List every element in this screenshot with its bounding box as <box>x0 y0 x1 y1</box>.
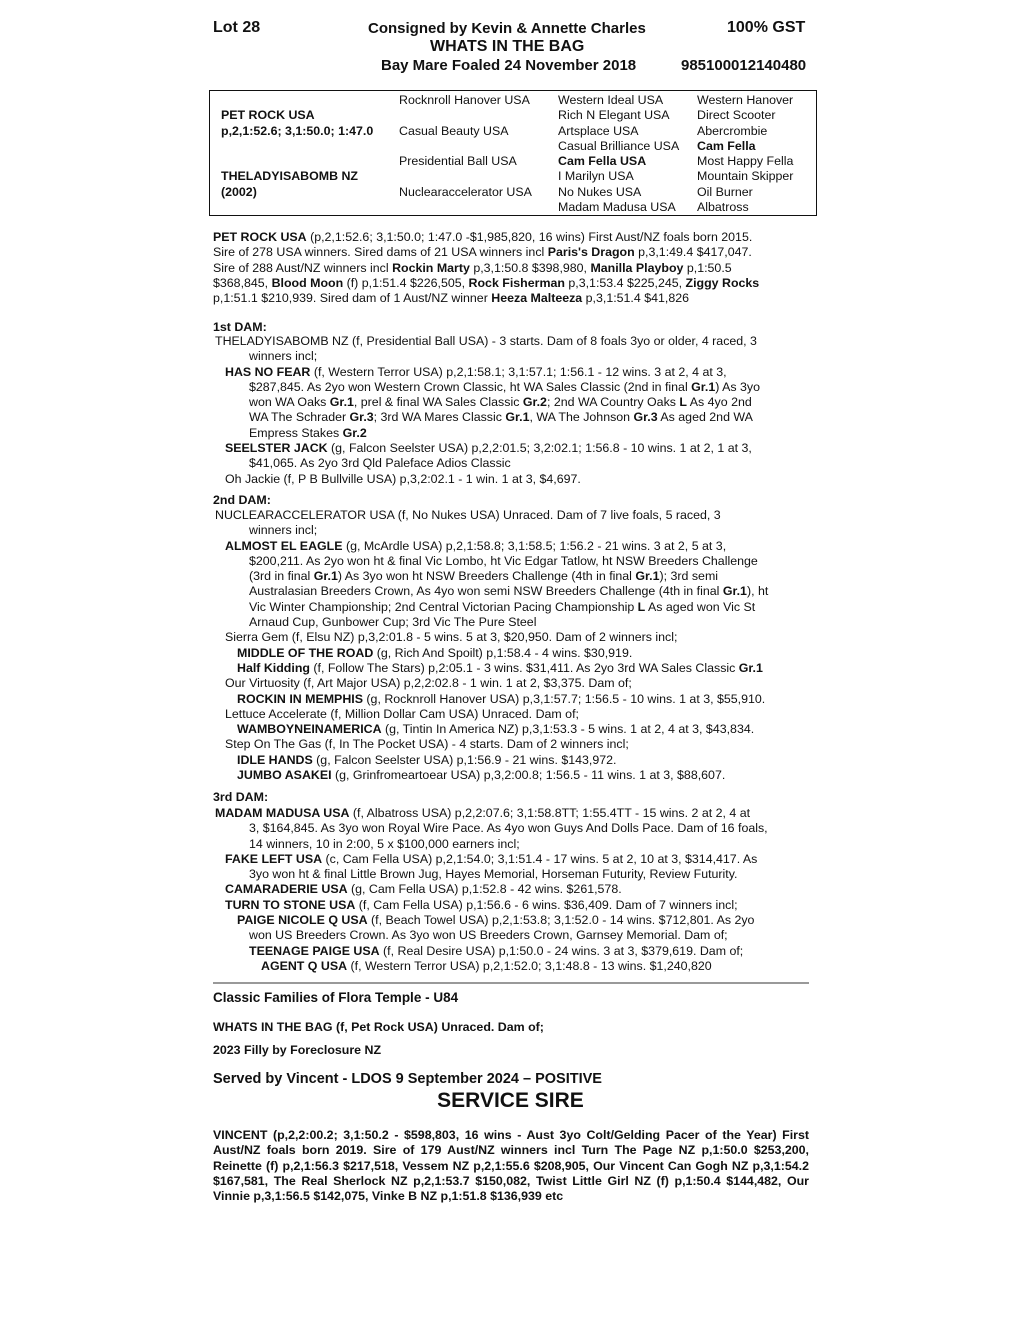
pedigree-entry-line <box>213 768 809 783</box>
text: $368,845, <box>213 275 272 290</box>
produce-record: 2023 Filly by Foreclosure NZ <box>213 1043 382 1057</box>
pedigree-entry-line <box>213 456 809 471</box>
pedigree-gen4: Western Hanover <box>697 93 794 107</box>
bold-text: Ziggy Rocks <box>685 275 760 290</box>
first-dam-section <box>213 334 809 487</box>
pedigree-entry-line <box>213 882 809 897</box>
sire-summary-line <box>213 230 809 245</box>
section-divider <box>213 982 809 984</box>
bold-text: Blood Moon <box>271 275 344 290</box>
pedigree-entry-line <box>213 852 809 867</box>
pedigree-entry-line <box>213 913 809 928</box>
text: NUCLEARACCELERATOR USA (f, No Nukes USA) Unraced. Dam of 7 live foals, 5 raced, 3 <box>215 508 721 522</box>
pedigree-sire-record: p,2,1:52.6; 3,1:50.0; 1:47.0 <box>221 124 374 138</box>
text: (g, McArdle USA) p,2,1:58.8; 3,1:58.5; 1:56.2 - 21 wins. 3 at 2, 5 at 3, <box>342 538 727 553</box>
pedigree-gen3: Rich N Elegant USA <box>558 108 670 122</box>
text: (g, Rich And Spoilt) p,1:58.4 - 4 wins. $30,919. <box>373 645 633 660</box>
pedigree-entry-line <box>213 928 809 943</box>
second-dam-section <box>213 508 809 783</box>
third-dam-heading: 3rd DAM: <box>213 790 269 804</box>
pedigree-entry-line <box>213 395 809 410</box>
text: p,1:51.1 $210,939. Sired dam of 1 Aust/NZ winner <box>213 291 492 306</box>
pedigree-gen3: I Marilyn USA <box>558 169 634 183</box>
text: (f, Cam Fella USA) p,1:56.6 - 6 wins. $36,409. Dam of 7 winners incl; <box>355 897 738 912</box>
text: ); 3rd semi <box>659 569 719 584</box>
text: (3rd in final <box>249 569 314 584</box>
text: (p,2,1:52.6; 3,1:50.0; 1:47.0 -$1,985,820, 16 wins) First Aust/NZ foals born 2015. <box>306 230 753 244</box>
text: Vic Winter Championship; 2nd Central Victorian Pacing Championship <box>249 599 638 614</box>
pedigree-gen2: Nuclearaccelerator USA <box>399 185 532 199</box>
bold-text: Gr.1 <box>691 379 716 394</box>
text: Lettuce Accelerate (f, Million Dollar Cam USA) Unraced. Dam of; <box>225 706 579 721</box>
bold-text: MIDDLE OF THE ROAD <box>237 645 374 660</box>
pedigree-entry-line <box>213 898 809 913</box>
text: Australasian Breeders Crown, As 4yo won semi NSW Breeders Challenge (4th in final <box>249 584 723 599</box>
pedigree-gen2: Casual Beauty USA <box>399 124 509 138</box>
text: ) As 3yo <box>715 379 761 394</box>
text: (f, Western Terror USA) p,2,1:58.1; 3,1:57.1; 1:56.1 - 12 wins. 3 at 2, 4 at 3, <box>310 364 727 379</box>
sire-summary-line <box>213 261 809 276</box>
text: ; 2nd WA Country Oaks <box>546 395 680 410</box>
text: $200,211. As 2yo won ht & final Vic Lombo, ht Vic Edgar Tatlow, ht NSW Breeders Challenge <box>249 553 758 568</box>
pedigree-entry-line <box>213 676 809 691</box>
bold-text: Gr.3 <box>633 410 658 425</box>
consignor: Consigned by Kevin & Annette Charles <box>368 20 646 37</box>
bold-text: Gr.1 <box>722 584 747 599</box>
second-dam-heading: 2nd DAM: <box>213 493 271 507</box>
bold-text: Gr.2 <box>342 425 367 440</box>
bold-text: HAS NO FEAR <box>225 364 311 379</box>
pedigree-entry-line <box>213 569 809 584</box>
text: 14 winners, 10 in 2:00, 5 x $100,000 earners incl; <box>249 836 520 851</box>
pedigree-gen3: Madam Madusa USA <box>558 200 676 214</box>
pedigree-entry-line <box>213 410 809 425</box>
text: (f, Western Terror USA) p,2,1:52.0; 3,1:48.8 - 13 wins. $1,240,820 <box>347 958 712 973</box>
text: $41,065. As 2yo 3rd Qld Paleface Adios Classic <box>249 456 511 471</box>
text: 3yo won ht & final Little Brown Jug, Hayes Memorial, Horseman Futurity, Review Futurity. <box>249 867 738 882</box>
service-sire-summary: VINCENT (p,2,2:00.2; 3,1:50.2 - $598,803, 16 wins - Aust 3yo Colt/Gelding Pacer of the Year) First Aust/NZ foals born 2019. Sire of 179 Aust/NZ winners incl Turn The Page NZ p,1:50.0 $253,200, Reinette (f) p,2,1:56.3 $217,518, Vessem NZ p,2,1:55.6 $208,905, Our Vincent Can Gogh NZ p,3,1:54.2 $167,581, The Real Sherlock NZ p,2,1:53.7 $150,082, Twist Little Girl NZ (f) p,1:50.4 $144,482, Our Vinnie p,3,1:56.5 $142,075, Vinke B NZ p,1:51.8 $136,939 etc <box>213 1128 809 1204</box>
pedigree-table <box>209 90 817 216</box>
text: 3, $164,845. As 3yo won Royal Wire Pace. As 4yo won Guys And Dolls Pace. Dam of 16 foals, <box>249 821 768 836</box>
bold-text: Gr.1 <box>738 660 763 675</box>
bold-text: ALMOST EL EAGLE <box>225 538 343 553</box>
pedigree-entry-line <box>213 959 809 974</box>
bold-text: Gr.1 <box>313 569 338 584</box>
bold-text: TEENAGE PAIGE USA <box>249 943 380 958</box>
pedigree-entry-line <box>213 837 809 852</box>
text: As aged won Vic St <box>645 599 756 614</box>
text: p,3,1:50.8 $398,980, <box>469 260 591 275</box>
text: $287,845. As 2yo won Western Crown Classic, ht WA Sales Classic (2nd in final <box>249 379 692 394</box>
pedigree-entry-line <box>213 692 809 707</box>
text: , WA The Johnson <box>529 410 634 425</box>
pedigree-entry-line <box>213 867 809 882</box>
pedigree-entry-line <box>213 539 809 554</box>
bold-text: Heeza Malteeza <box>491 291 583 306</box>
text: (f, Real Desire USA) p,1:50.0 - 24 wins. 3 at 3, $379,619. Dam of; <box>379 943 744 958</box>
pedigree-gen3: No Nukes USA <box>558 185 642 199</box>
pedigree-entry-line <box>213 380 809 395</box>
bold-text: Half Kidding <box>237 660 310 675</box>
pedigree-gen4: Most Happy Fella <box>697 154 794 168</box>
bold-text: JUMBO ASAKEI <box>237 768 332 783</box>
text: Step On The Gas (f, In The Pocket USA) - 4 starts. Dam of 2 winners incl; <box>225 737 629 752</box>
text: (g, Cam Fella USA) p,1:52.8 - 42 wins. $261,578. <box>347 882 622 897</box>
foaled-info: Bay Mare Foaled 24 November 2018 <box>381 57 637 74</box>
pedigree-entry-line <box>213 737 809 752</box>
pedigree-entry-line <box>213 722 809 737</box>
text: (g, Tintin In America NZ) p,3,1:53.3 - 5 wins. 1 at 2, 4 at 3, $43,834. <box>381 722 755 737</box>
text: p,1:50.5 <box>683 260 732 275</box>
bold-text: Paris's Dragon <box>547 245 635 260</box>
text: (f, Albatross USA) p,2,2:07.6; 3,1:58.8TT; 1:55.4TT - 15 wins. 2 at 2, 4 at <box>349 806 751 820</box>
pedigree-entry-line <box>213 365 809 380</box>
text: winners incl; <box>249 523 318 538</box>
text: As 4yo 2nd <box>686 395 752 410</box>
bold-text: Rockin Marty <box>392 260 470 275</box>
text: Sire of 288 Aust/NZ winners incl <box>213 260 393 275</box>
bold-text: AGENT Q USA <box>261 958 348 973</box>
sire-summary <box>213 230 809 306</box>
pedigree-entry-line <box>213 554 809 569</box>
bold-text: Gr.1 <box>329 395 354 410</box>
text: Empress Stakes <box>249 425 343 440</box>
text: (g, Falcon Seelster USA) p,2,2:01.5; 3,2:02.1; 1:56.8 - 10 wins. 1 at 2, 1 at 3, <box>327 441 752 456</box>
sire-summary-line <box>213 245 809 260</box>
bold-text: MADAM MADUSA USA <box>215 806 350 820</box>
text: Sire of 278 USA winners. Sired dams of 21 USA winners incl <box>213 245 548 260</box>
bold-text: PET ROCK USA <box>213 230 307 244</box>
bold-text: CAMARADERIE USA <box>225 882 348 897</box>
pedigree-sire: PET ROCK USA <box>221 108 315 122</box>
text: (f) p,1:51.4 $226,505, <box>343 275 469 290</box>
text: (f, Beach Towel USA) p,2,1:53.8; 3,1:52.0 - 14 wins. $712,801. As 2yo <box>367 913 755 928</box>
text: ), ht <box>746 584 769 599</box>
pedigree-entry-line <box>213 600 809 615</box>
text: THELADYISABOMB NZ (f, Presidential Ball USA) - 3 starts. Dam of 8 foals 3yo or older, 4 raced, 3 <box>215 334 757 348</box>
pedigree-entry-line <box>213 707 809 722</box>
text: p,3,1:49.4 $417,047. <box>634 245 752 260</box>
sire-summary-line <box>213 291 809 306</box>
bold-text: Gr.1 <box>505 410 530 425</box>
pedigree-entry-line <box>213 441 809 456</box>
first-dam-heading: 1st DAM: <box>213 320 267 334</box>
pedigree-entry-line <box>213 661 809 676</box>
third-dam-section <box>213 806 809 974</box>
text: won WA Oaks <box>249 395 330 410</box>
pedigree-entry-line <box>213 523 809 538</box>
pedigree-gen3: Cam Fella USA <box>558 154 647 168</box>
pedigree-entry-line <box>213 821 809 836</box>
pedigree-dam-year: (2002) <box>221 185 257 199</box>
bold-text: TURN TO STONE USA <box>225 897 356 912</box>
gst-status: 100% GST <box>727 19 806 36</box>
bold-text: PAIGE NICOLE Q USA <box>237 913 368 928</box>
pedigree-entry-line <box>213 349 809 364</box>
pedigree-entry-line <box>213 944 809 959</box>
bold-text: Gr.2 <box>522 395 547 410</box>
text: p,3,1:51.4 $41,826 <box>582 291 689 306</box>
pedigree-gen3: Western Ideal USA <box>558 93 664 107</box>
service-sire-title: SERVICE SIRE <box>437 1089 584 1112</box>
pedigree-gen4: Albatross <box>697 200 749 214</box>
bold-text: IDLE HANDS <box>237 752 313 767</box>
microchip-number: 985100012140480 <box>681 57 807 74</box>
text: (g, Falcon Seelster USA) p,1:56.9 - 21 wins. $143,972. <box>312 752 617 767</box>
text: (g, Grinfromeartoear USA) p,3,2:00.8; 1:56.5 - 11 wins. 1 at 3, $88,607. <box>331 768 726 783</box>
pedigree-gen3: Casual Brilliance USA <box>558 139 680 153</box>
text: won US Breeders Crown. As 3yo won US Breeders Crown, Garnsey Memorial. Dam of; <box>249 928 728 943</box>
pedigree-entry-line <box>213 630 809 645</box>
text: WA The Schrader <box>249 410 350 425</box>
served-status: Served by Vincent - LDOS 9 September 2024 – POSITIVE <box>213 1071 602 1087</box>
text: ) As 3yo won ht NSW Breeders Challenge (4th in final <box>337 569 636 584</box>
bold-text: L <box>679 395 687 410</box>
bold-text: WAMBOYNEINAMERICA <box>237 722 382 737</box>
lot-number: Lot 28 <box>213 19 261 36</box>
pedigree-gen4: Direct Scooter <box>697 108 776 122</box>
bold-text: Manilla Playboy <box>590 260 684 275</box>
bold-text: Rock Fisherman <box>468 275 565 290</box>
text: Arnaud Cup, Gunbower Cup; 3rd Vic The Pure Steel <box>249 615 537 630</box>
text: Our Virtuosity (f, Art Major USA) p,2,2:02.8 - 1 win. 1 at 2, $3,375. Dam of; <box>225 676 632 691</box>
pedigree-entry-line <box>213 426 809 441</box>
bold-text: ROCKIN IN MEMPHIS <box>237 691 363 706</box>
text: Oh Jackie (f, P B Bullville USA) p,3,2:02.1 - 1 win. 1 at 3, $4,697. <box>225 471 581 486</box>
pedigree-entry-line <box>213 508 809 523</box>
pedigree-gen4: Oil Burner <box>697 185 753 199</box>
pedigree-gen2: Rocknroll Hanover USA <box>399 93 530 107</box>
bold-text: Gr.3 <box>349 410 374 425</box>
text: ; 3rd WA Mares Classic <box>373 410 506 425</box>
pedigree-gen2: Presidential Ball USA <box>399 154 517 168</box>
bold-text: Gr.1 <box>635 569 660 584</box>
horse-name: WHATS IN THE BAG <box>430 38 585 55</box>
bold-text: L <box>637 599 646 614</box>
family-line: Classic Families of Flora Temple - U84 <box>213 990 459 1005</box>
pedigree-entry-line <box>213 646 809 661</box>
pedigree-gen4: Cam Fella <box>697 139 756 153</box>
unraced-line: WHATS IN THE BAG (f, Pet Rock USA) Unraced. Dam of; <box>213 1020 544 1034</box>
text: (f, Follow The Stars) p,2:05.1 - 3 wins. $31,411. As 2yo 3rd WA Sales Classic <box>309 660 739 675</box>
text: Sierra Gem (f, Elsu NZ) p,3,2:01.8 - 5 wins. 5 at 3, $20,950. Dam of 2 winners incl; <box>225 630 678 645</box>
bold-text: FAKE LEFT USA <box>225 851 323 866</box>
pedigree-entry-line <box>213 334 809 349</box>
text: p,3,1:53.4 $225,245, <box>564 275 686 290</box>
sire-summary-line <box>213 276 809 291</box>
text: (c, Cam Fella USA) p,2,1:54.0; 3,1:51.4 - 17 wins. 5 at 2, 10 at 3, $314,417. As <box>322 851 758 866</box>
pedigree-entry-line <box>213 472 809 487</box>
pedigree-dam: THELADYISABOMB NZ <box>221 169 358 183</box>
pedigree-gen4: Mountain Skipper <box>697 169 794 183</box>
text: , prel & final WA Sales Classic <box>353 395 523 410</box>
text: As aged 2nd WA <box>657 410 753 425</box>
text: (g, Rocknroll Hanover USA) p,3,1:57.7; 1:56.5 - 10 wins. 1 at 3, $55,910. <box>362 691 766 706</box>
pedigree-entry-line <box>213 806 809 821</box>
pedigree-entry-line <box>213 615 809 630</box>
pedigree-entry-line <box>213 753 809 768</box>
text: winners incl; <box>249 349 318 364</box>
pedigree-gen4: Abercrombie <box>697 124 768 138</box>
bold-text: SEELSTER JACK <box>225 441 328 456</box>
pedigree-entry-line <box>213 584 809 599</box>
pedigree-gen3: Artsplace USA <box>558 124 639 138</box>
